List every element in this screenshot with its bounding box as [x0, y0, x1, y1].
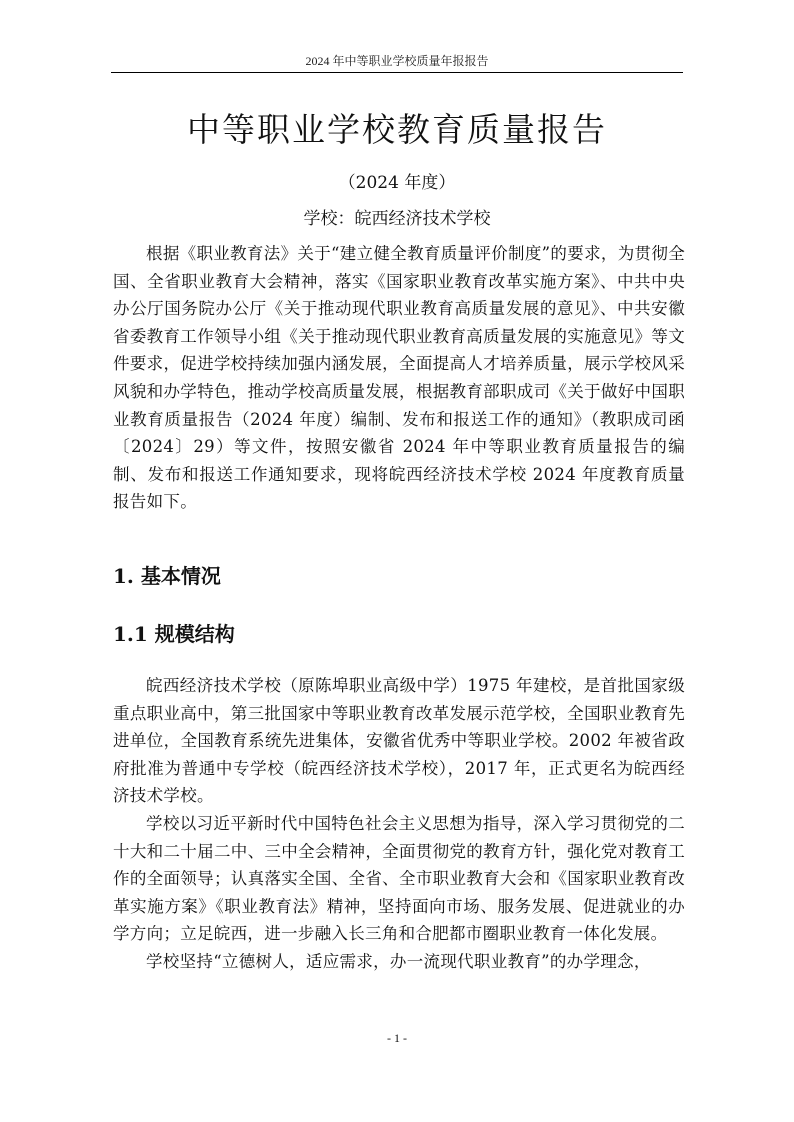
school-name: 学校：皖西经济技术学校 [303, 209, 491, 229]
intro-section [113, 240, 685, 516]
section-heading-basic-info: 1. 基本情况 [113, 564, 221, 588]
page-number: - 1 - [387, 1031, 407, 1045]
intro-paragraph: 根据《职业教育法》关于“建立健全教育质量评价制度”的要求，为贯彻全国、全省职业教育大会精神，落实《国家职业教育改革实施方案》、中共中央办公厅国务院办公厅《关于推动现代职业教育高质量发展的意见》、中共安徽省委教育工作领导小组《关于推动现代职业教育高质量发展的实施意见》等文件要求，促进学校持续加强内涵发展，全面提高人才培养质量，展示学校风采风貌和办学特色，推动学校高质量发展，根据教育部职成司《关于做好中国职业教育质量报告（2024 年度）编制、发布和报送工作的通知》（教职成司函〔2024〕29）等文件，按照安徽省 2024 年中等职业教育质量报告的编制、发布和报送工作通知要求，现将皖西经济技术学校 2024 年度教育质量报告如下。 [113, 244, 685, 512]
scale-structure-body [113, 672, 685, 976]
section-heading-scale-structure: 1.1 规模结构 [113, 622, 235, 646]
body-paragraph: 学校坚持“立德树人，适应需求，办一流现代职业教育”的办学理念， [146, 951, 651, 971]
document-title: 中等职业学校教育质量报告 [187, 110, 607, 149]
body-paragraph: 皖西经济技术学校（原陈埠职业高级中学）1975 年建校，是首批国家级重点职业高中，第三批国家中等职业教育改革发展示范学校，全国职业教育先进单位，全国教育系统先进集体，安徽省优秀中等职业学校。2002 年被省政府批准为普通中专学校（皖西经济技术学校），2017 年，正式更名为皖西经济技术学校。 [113, 676, 685, 806]
running-header: 2024 年中等职业学校质量年报报告 [305, 54, 489, 68]
header-rule [111, 72, 683, 73]
body-paragraph: 学校以习近平新时代中国特色社会主义思想为指导，深入学习贯彻党的二十大和二十届二中、三中全会精神，全面贯彻党的教育方针，强化党对教育工作的全面领导；认真落实全国、全省、全市职业教育大会和《国家职业教育改革实施方案》《职业教育法》精神，坚持面向市场、服务发展、促进就业的办学方向；立足皖西，进一步融入长三角和合肥都市圈职业教育一体化发展。 [113, 813, 685, 944]
report-year: （2024 年度） [338, 173, 456, 193]
